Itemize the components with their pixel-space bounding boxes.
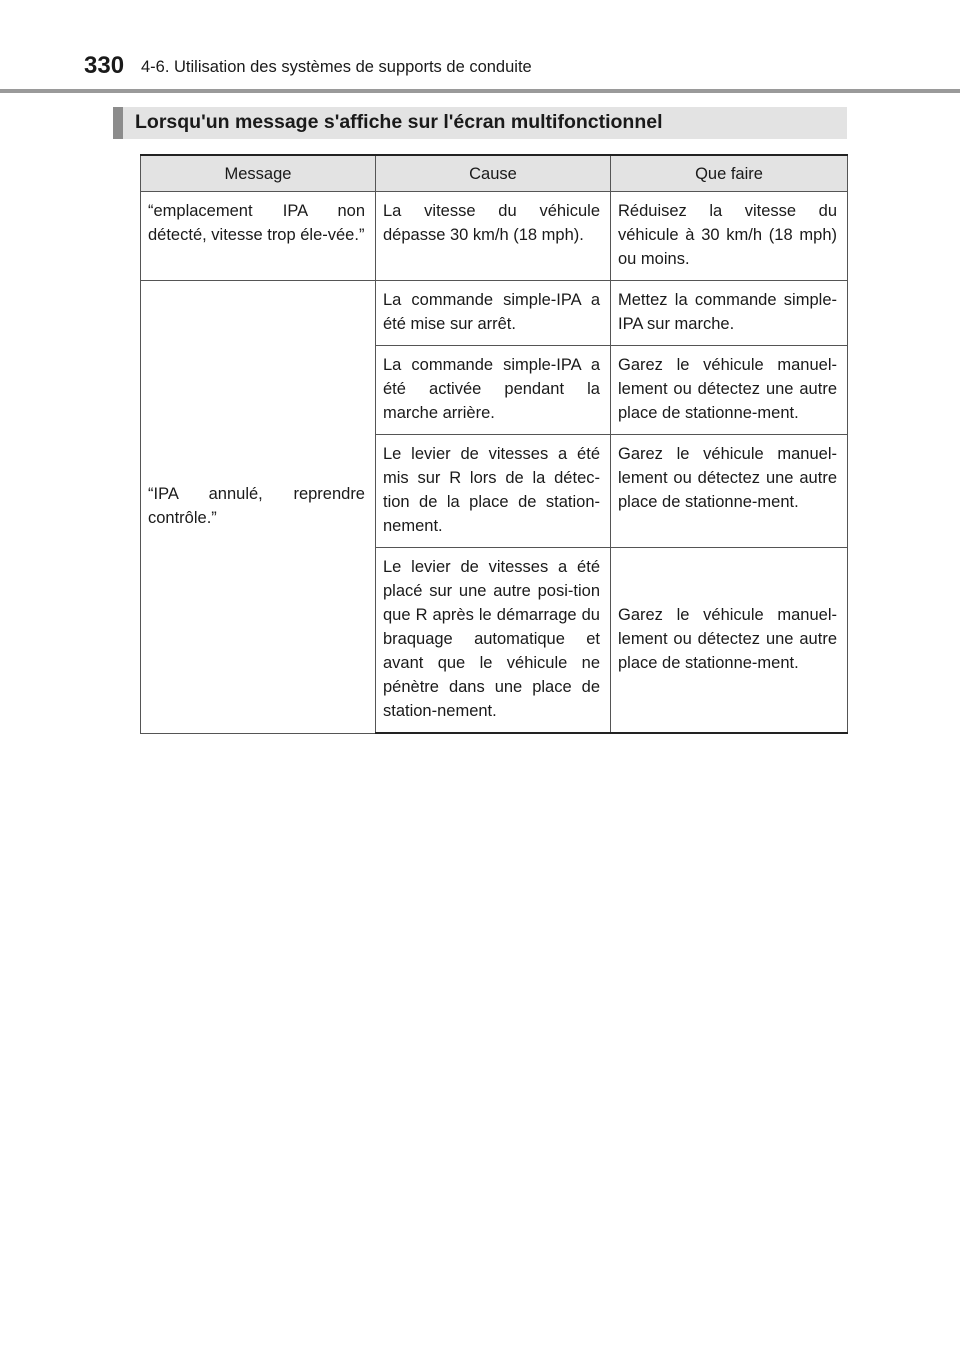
table-header-row [141, 155, 848, 192]
action-cell: Garez le véhicule manuel-lement ou détectez une autre place de stationne-ment. [611, 435, 848, 548]
column-header-cause: Cause [376, 155, 611, 192]
message-cell: “IPA annulé, reprendre contrôle.” [141, 281, 376, 734]
cause-cell: La vitesse du véhicule dépasse 30 km/h (18 mph). [376, 192, 611, 281]
chapter-title: 4-6. Utilisation des systèmes de supports de conduite [141, 58, 532, 76]
cause-cell: La commande simple-IPA a été activée pendant la marche arrière. [376, 346, 611, 435]
action-cell: Garez le véhicule manuel-lement ou détectez une autre place de stationne-ment. [611, 548, 848, 734]
section-heading-bar [113, 107, 847, 139]
table-row [141, 192, 848, 281]
message-cell: “emplacement IPA non détecté, vitesse trop éle-vée.” [141, 192, 376, 281]
page-header [0, 0, 960, 92]
header-rule [0, 89, 960, 93]
message-table [140, 154, 848, 734]
cause-cell: Le levier de vitesses a été placé sur une autre posi-tion que R après le démarrage du braquage automatique et avant que le véhicule ne pénètre dans une place de station-nement. [376, 548, 611, 734]
page-number: 330 [84, 52, 125, 79]
column-header-action: Que faire [611, 155, 848, 192]
cause-cell: La commande simple-IPA a été mise sur arrêt. [376, 281, 611, 346]
action-cell: Garez le véhicule manuel-lement ou détectez une autre place de stationne-ment. [611, 346, 848, 435]
table-row [141, 281, 848, 346]
section-title: Lorsqu'un message s'affiche sur l'écran multifonctionnel [135, 111, 663, 133]
column-header-message: Message [141, 155, 376, 192]
action-cell: Réduisez la vitesse du véhicule à 30 km/h (18 mph) ou moins. [611, 192, 848, 281]
section-heading-accent [113, 107, 123, 139]
cause-cell: Le levier de vitesses a été mis sur R lors de la détec-tion de la place de station-nement. [376, 435, 611, 548]
action-cell: Mettez la commande simple-IPA sur marche. [611, 281, 848, 346]
